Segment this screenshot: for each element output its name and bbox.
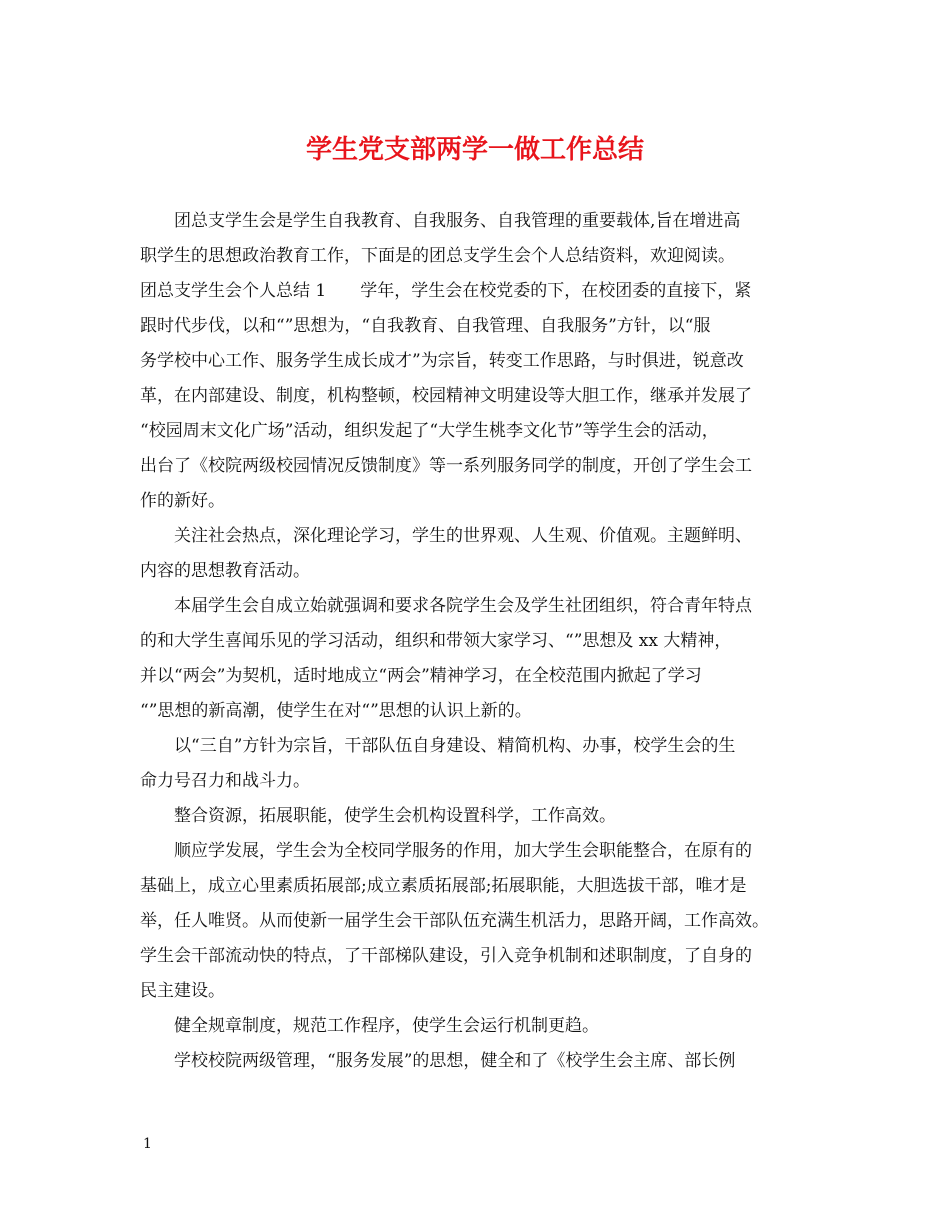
text-line: 关注社会热点，深化理论学习，学生的世界观、人生观、价值观。主题鲜明、 [174,526,752,546]
text-line: 学生会干部流动快的特点，了干部梯队建设，引入竞争机制和述职制度，了自身的 [140,946,752,966]
text-line: 并以“两会”为契机，适时地成立“两会”精神学习，在全校范围内掀起了学习 [140,666,702,686]
text-line: 顺应学发展，学生会为全校同学服务的作用，加大学生会职能整合，在原有的 [174,841,752,861]
text-line: 出台了《校院两级校园情况反馈制度》等一系列服务同学的制度，开创了学生会工 [140,456,752,476]
text-line: 职学生的思想政治教育工作，下面是的团总支学生会个人总结资料，欢迎阅读。 [140,246,735,266]
text-line: 健全规章制度，规范工作程序，使学生会运行机制更趋。 [174,1016,599,1036]
text-line: 整合资源，拓展职能，使学生会机构设置科学，工作高效。 [174,806,616,826]
document-title: 学生党支部两学一做工作总结 [305,135,644,165]
text-line: 学校校院两级管理，“服务发展”的思想，健全和了《校学生会主席、部长例 [174,1051,736,1071]
text-line: 命力号召力和战斗力。 [140,771,310,791]
page-number: 1 [143,1136,152,1152]
text-line: 团总支学生会是学生自我教育、自我服务、自我管理的重要载体,旨在增进高 [174,211,741,231]
text-line: 作的新好。 [140,491,225,511]
text-line: 跟时代步伐，以和“”思想为，“自我教育、自我管理、自我服务”方针，以“服 [140,316,711,336]
text-line: 以“三自”方针为宗旨，干部队伍自身建设、精简机构、办事，校学生会的生 [174,736,736,756]
text-line: 基础上，成立心里素质拓展部;成立素质拓展部;拓展职能，大胆选拔干部，唯才是 [140,876,747,896]
document-body [140,204,830,1079]
text-line: 本届学生会自成立始就强调和要求各院学生会及学生社团组织，符合青年特点 [174,596,752,616]
text-line: “”思想的新高潮，使学生在对“”思想的认识上新的。 [140,701,532,721]
text-line: 务学校中心工作、服务学生成长成才”为宗旨，转变工作思路，与时俱进，锐意改 [140,351,744,371]
text-line: 革，在内部建设、制度，机构整顿，校园精神文明建设等大胆工作，继承并发展了 [140,386,752,406]
text-line: 团总支学生会个人总结 1 学年，学生会在校党委的下，在校团委的直接下，紧 [140,281,752,301]
text-line: 民主建设。 [140,981,225,1001]
text-line: 举，任人唯贤。从而使新一届学生会干部队伍充满生机活力，思路开阔，工作高效。 [140,911,769,931]
text-line: 的和大学生喜闻乐见的学习活动，组织和带领大家学习、“”思想及 xx 大精神， [140,631,732,651]
text-line: “校园周末文化广场”活动，组织发起了“大学生桃李文化节”等学生会的活动， [140,421,719,441]
text-line: 内容的思想教育活动。 [140,561,310,581]
